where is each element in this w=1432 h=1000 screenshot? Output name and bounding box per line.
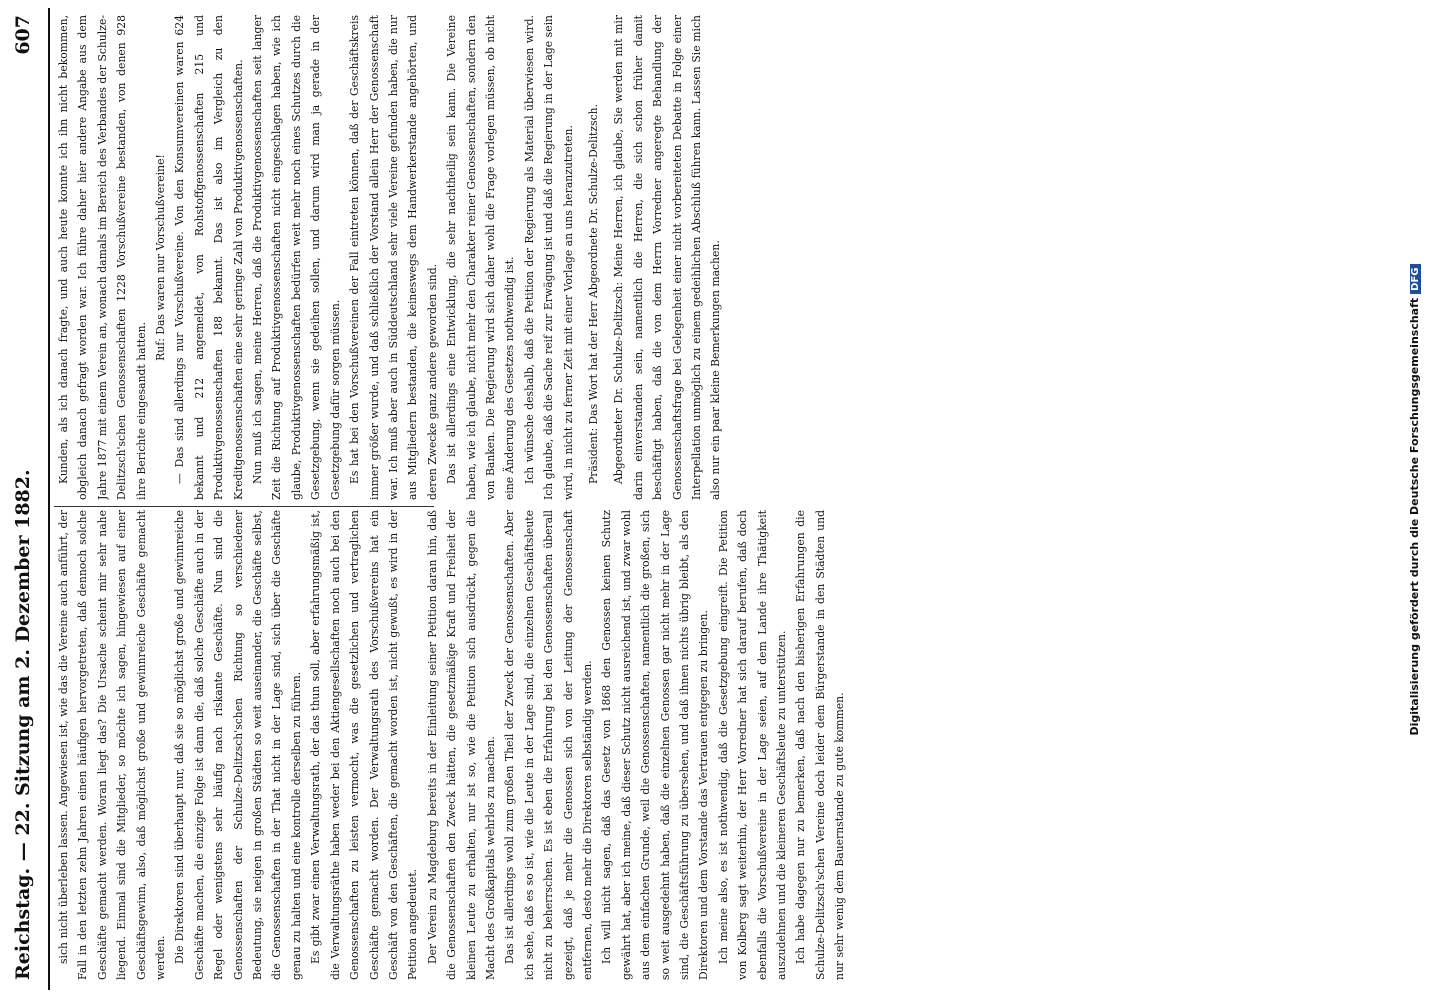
paragraph: Nun muß ich sagen, meine Herren, daß die Produktivgenossenschaften seit langer Zeit die Richtung auf Produktivgenossenschaften nicht eingeschlagen haben, wie ich glaube, Produktivgenossenschaften bedürfen weit mehr noch eines Schutzes durch die Gesetzgebung, wenn sie gedeihen sollen, und darum wird man ja gerade in der Gesetzgebung dafür sorgen müssen.: [251, 15, 342, 500]
paragraph: — Das sind allerdings nur Vorschußvereine. Von den Konsumvereinen waren 624 bekannt und 212 angemeldet, von Rohstoffgenossenschaften 215 und Produktivgenossenschaften 188 bekannt. Das ist also im Vergleich zu den Kreditgenossenschaften eine sehr geringe Zahl von Produktivgenossenschaften.: [173, 15, 245, 500]
digitization-credit: [1408, 10, 1428, 990]
paragraph: Ich habe dagegen nur zu bemerken, daß nach den bisherigen Erfahrungen die Schulze-Delitzsch'schen Vereine doch leider dem Bürgerstande in den Städten und nur sehr wenig dem Bauernstande zu gute kommen.: [794, 510, 847, 980]
speaker-announcement: Präsident: Das Wort hat der Herr Abgeordnete Dr. Schulze-Delitzsch.: [586, 103, 600, 484]
paragraph: sich nicht überleben lassen. Angewiesen ist, wie das die Vereine auch anführt, der Fall in den letzten zehn Jahren einen häufigen hervorgetreten, daß dennoch solche Geschäfte gemacht werden. Woran liegt das? Die Ursache scheint mir sehr nahe liegend. Einmal sind die Mitglieder, so möchte ich sagen, hingewiesen auf einer Geschäftsgewinn, also, daß möglichst große und gewinnreiche Geschäfte gemacht werden.: [57, 510, 168, 980]
paragraph: Kunden, als ich danach fragte, und auch heute konnte ich ihn nicht bekommen, obgleich danach gefragt worden war. Ich führe daher hier andere Angabe aus dem Jahre 1877 mit einem Verein an, wonach damals im Bereich des Verbandes der Schulze-Delitzsch'schen Genossenschaften 1228 Vorschußvereine bestanden, von denen 928 ihre Berichte eingesandt hatten.: [57, 15, 148, 500]
page-header: [10, 5, 36, 990]
paragraph: Die Direktoren sind überhaupt nur, daß sie so möglichst große und gewinnreiche Geschäfte machen, die einzige Folge ist dann die, daß solche Geschäfte auch in der Regel oder wenigstens sehr häufig nach riskante Geschäfte. Nun sind die Genossenschaften der Schulze-Delitzsch'schen Richtung so verschiedener Bedeutung, sie neigen in großen Städten so weit auseinander, die Geschäfte selbst, die Genossenschaften in der That nicht in der Lage sind, sich über die Geschäfte genau zu halten und eine kontrolle derselben zu führen.: [173, 510, 303, 980]
digitization-credit-text: Digitalisierung gefördert durch die Deutsche Forschungsgemeinschaft: [1408, 297, 1421, 736]
interjection: Ruf: Das waren nur Vorschußvereine!: [154, 154, 168, 361]
page-header-title: Reichstag. — 22. Sitzung am 2. Dezember 1882.: [12, 469, 34, 980]
paragraph: Abgeordneter Dr. Schulze-Delitzsch: Meine Herren, ich glaube, Sie werden mit mir darin einverstanden sein, namentlich die Herren, die sich schon früher damit beschäftigt haben, daß die von dem Herrn Vorredner angeregte Behandlung der Genossenschaftsfrage bei Gelegenheit einer nicht vorbereiteten Debatte in Folge einer Interpellation unmöglich zu einem gedeihlichen Abschluß führen kann. Lassen Sie mich also nur ein paar kleine Bemerkungen machen.: [612, 15, 723, 500]
paragraph: Der Verein zu Magdeburg bereits in der Einleitung seiner Petition daran hin, daß die Genossenschaften den Zweck hätten, die gesetzmäßige Kraft und Freiheit der kleinen Leute zu erhalten, nur ist so, wie die Petition sich ausdrückt, gegen die Macht des Großkapitals wehrlos zu machen.: [425, 510, 497, 980]
column-divider: [54, 506, 434, 507]
header-rule: [48, 8, 50, 990]
dfg-logo: DFG: [1410, 265, 1421, 294]
paragraph: Das ist allerdings wohl zum großen Theil der Zweck der Genossenschaften. Aber ich sehe, daß es so ist, wie die Leute in der Lage sind, die einzelnen Geschäftsleute nicht zu beherrschen. Es ist eben die Erfahrung bei den Genossenschaften überall gezeigt, daß je mehr die Genossen sich von der Leitung der Genossenschaft entfernen, desto mehr die Direktoren selbständig werden.: [503, 510, 594, 980]
paragraph: Es hat bei den Vorschußvereinen der Fall eintreten können, daß der Geschäftskreis immer größer wurde, und daß schließlich der Vorstand allein Herr der Genossenschaft war. Ich muß aber auch in Süddeutschland sehr viele Vereine gefunden haben, die nur aus Mitgliedern bestanden, die keineswegs dem Handwerkerstande angehörten, und deren Zwecke ganz andere geworden sind.: [348, 15, 439, 500]
text-column-right: [54, 15, 1264, 500]
paragraph: Es gibt zwar einen Verwaltungsrath, der das thun soll, aber erfahrungsmäßig ist, die Verwaltungsräthe haben weder bei den Aktiengesellschaften noch auch bei den Genossenschaften zu leisten vermocht, was die gesetzlichen und vertraglichen Geschäfte gemacht worden. Der Verwaltungsrath des Vorschußvereins hat ein Geschäft von den Geschäften, die gemacht worden ist, nicht gewußt, es wird in der Petition angedeutet.: [309, 510, 420, 980]
text-column-left: [54, 510, 1264, 980]
page-number: 607: [12, 15, 34, 55]
paragraph: Ich meine also, es ist nothwendig, daß die Gesetzgebung eingreift. Die Petition von Kolberg sagt weiterhin, der Herr Vorredner hat sich darauf berufen, daß doch ebenfalls die Vorschußvereine in der Lage seien, auf dem Lande ihre Thätigkeit auszudehnen und die kleineren Geschäftsleute zu unterstützen.: [716, 510, 789, 980]
paragraph: Das ist allerdings eine Entwicklung, die sehr nachtheilig sein kann. Die Vereine haben, wie ich glaube, nicht mehr den Charakter reiner Genossenschaften, sondern den von Banken. Die Regierung wird sich daher wohl die Frage vorlegen müssen, ob nicht eine Änderung des Gesetzes nothwendig ist.: [445, 15, 517, 500]
paragraph: Ich will nicht sagen, daß das Gesetz von 1868 den Genossen keinen Schutz gewährt hat, aber ich meine, daß dieser Schutz nicht ausreichend ist, und zwar wohl aus dem einfachen Grunde, weil die Genossenschaften, namentlich die großen, sich so weit ausgedehnt haben, daß die einzelnen Genossen gar nicht mehr in der Lage sind, die Geschäftsführung zu übersehen, und daß ihnen nichts übrig bleibt, als den Direktoren und dem Vorstande das Vertrauen entgegen zu bringen.: [600, 510, 711, 980]
paragraph: Ich wünsche deshalb, daß die Petition der Regierung als Material überwiesen wird. Ich glaube, daß die Sache reif zur Erwägung ist und daß die Regierung in der Lage sein wird, in nicht zu ferner Zeit mit einer Vorlage an uns heranzutreten.: [522, 15, 575, 500]
